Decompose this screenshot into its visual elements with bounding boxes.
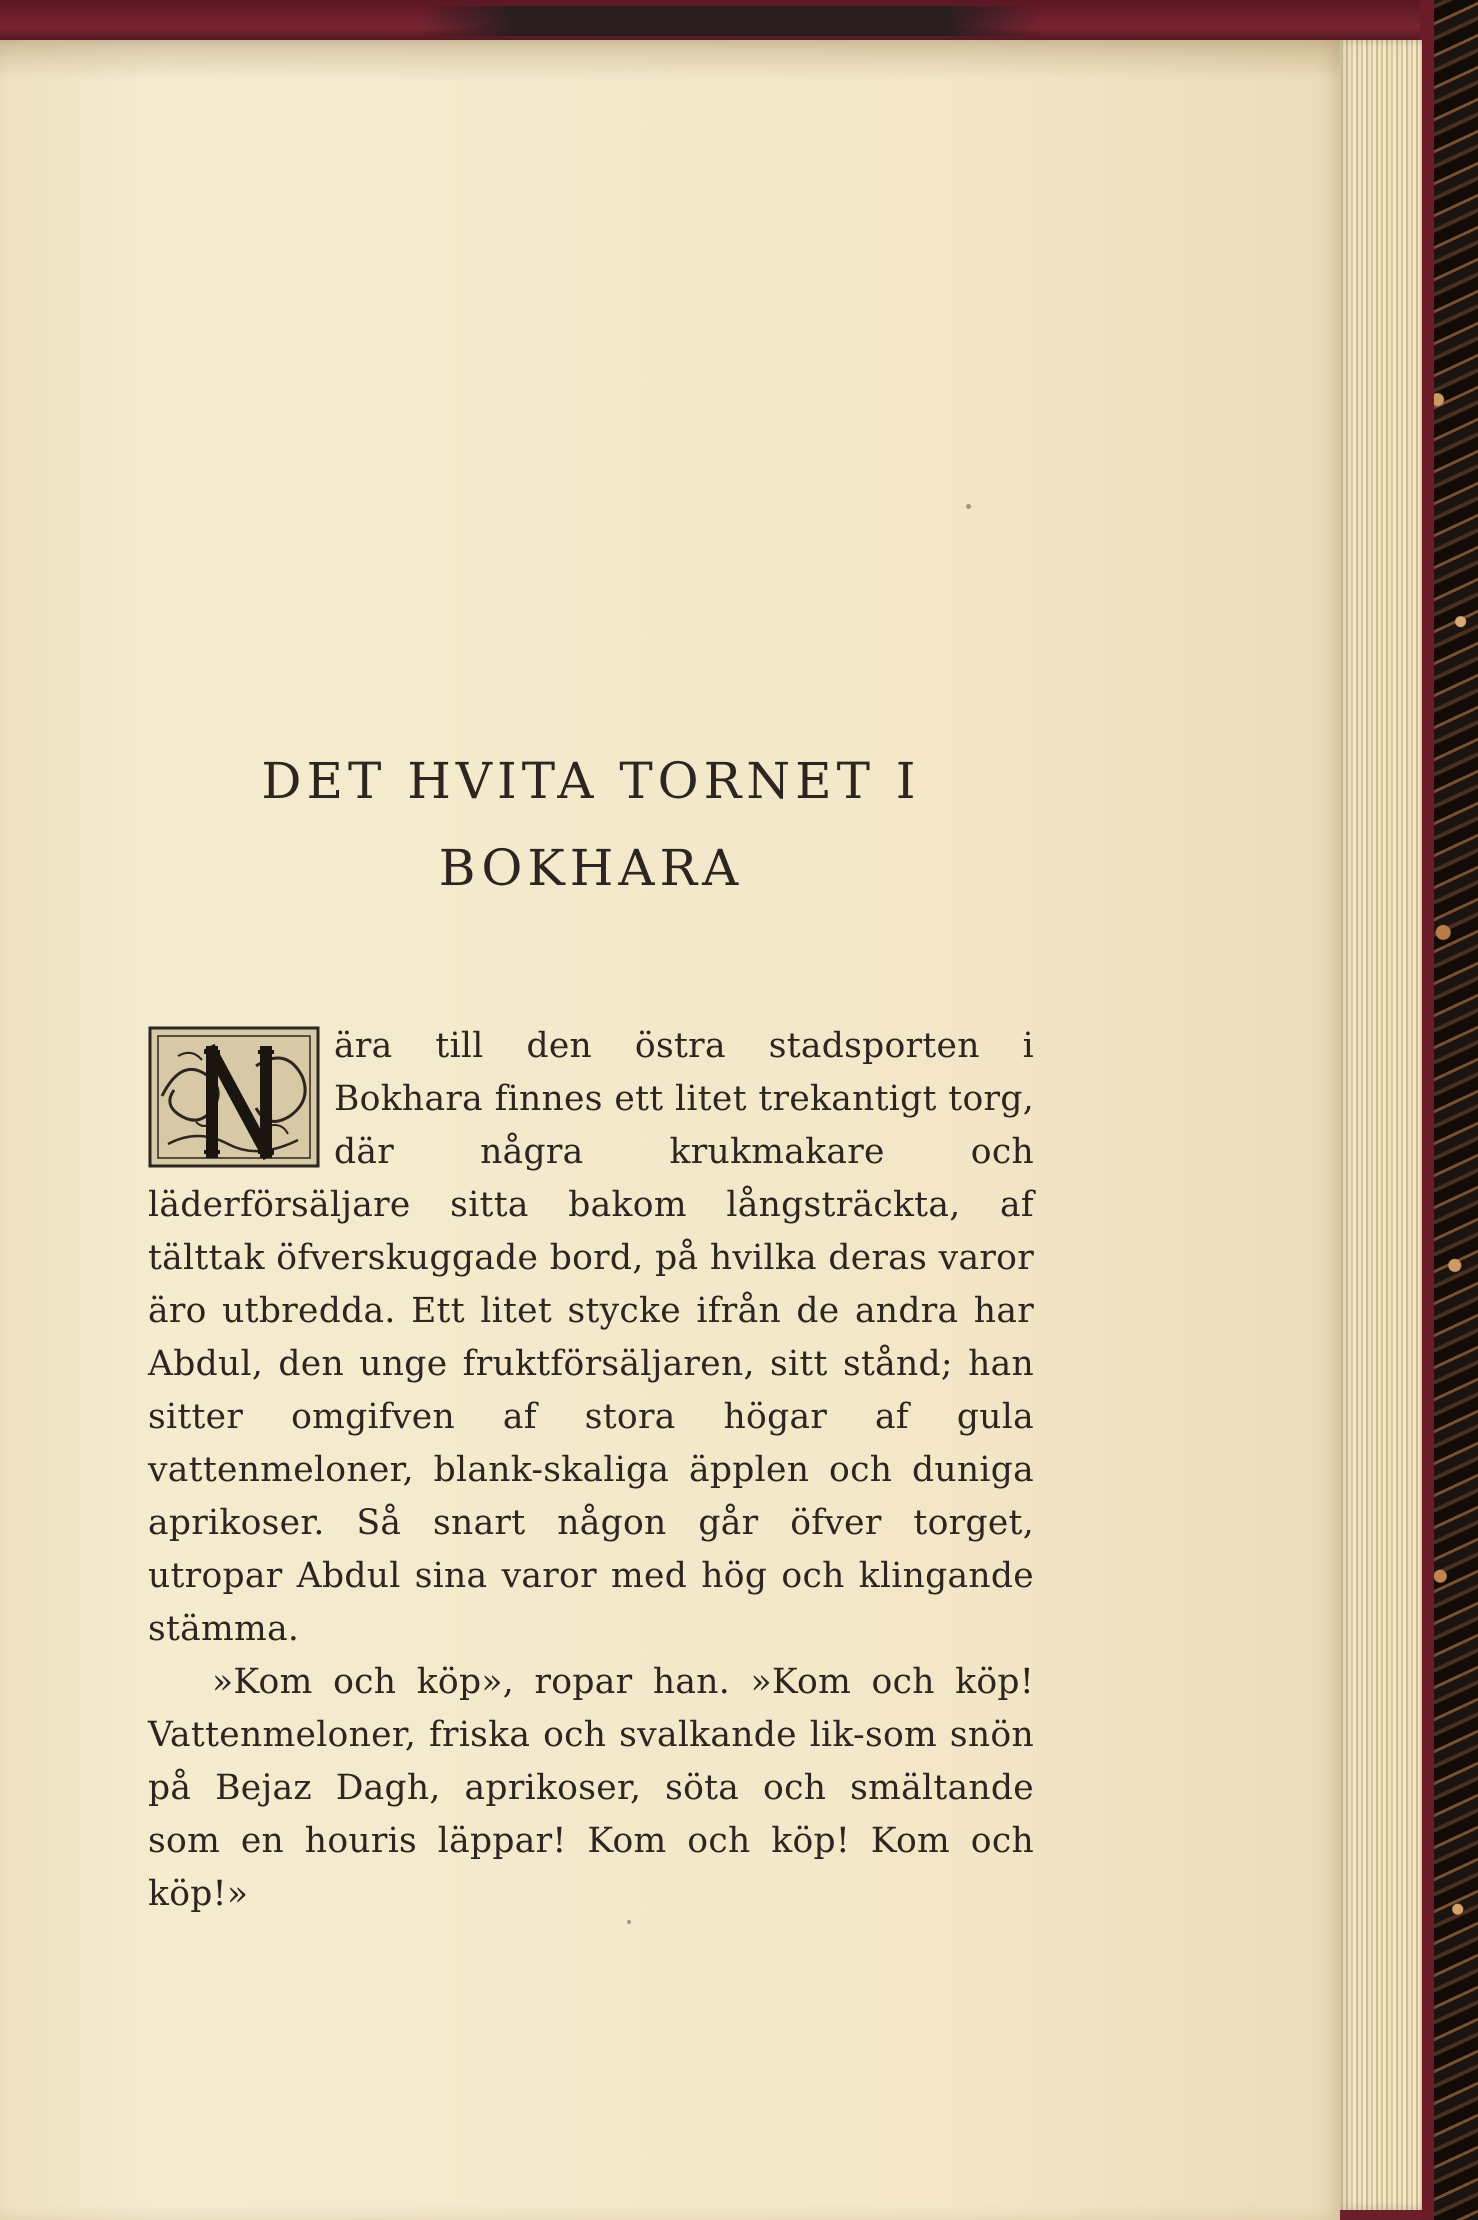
book-page	[0, 40, 1340, 2220]
page-block-edges	[1336, 40, 1422, 2210]
chapter-title-line-2: BOKHARA	[438, 839, 744, 897]
paper-speck	[966, 504, 971, 509]
paragraph-1-text: ära till den östra stadsporten i Bokhara finnes ett litet trekantigt torg, där några krukmakare och läderförsäljare sitta bakom långsträckta, af tälttak öfverskuggade bord, på hvilka deras varor äro utbredda. Ett litet stycke ifrån de andra har Abdul, den unge fruktförsäljaren, sitt stånd; han sitter omgifven af stora högar af gula vattenmeloner, blank-skaliga äpplen och duniga aprikoser. Så snart någon går öfver torget, utropar Abdul sina varor med hög och klingande stämma.	[148, 1026, 1034, 1649]
paragraph-2: »Kom och köp», ropar han. »Kom och köp! Vattenmeloner, friska och svalkande lik-som snön på Bejaz Dagh, aprikoser, söta och smältande som en houris läppar! Kom och köp! Kom och köp!»	[148, 1662, 1034, 1914]
paragraph-1	[148, 1020, 1034, 1656]
ornamental-dropcap	[148, 1026, 320, 1168]
body-text	[148, 1020, 1034, 1921]
ornamental-dropcap-image	[148, 1026, 320, 1168]
chapter-title-line-1: DET HVITA TORNET I	[261, 752, 921, 810]
marbled-cover-edge	[1420, 0, 1478, 2220]
dropcap-letter: N	[234, 1110, 236, 1111]
